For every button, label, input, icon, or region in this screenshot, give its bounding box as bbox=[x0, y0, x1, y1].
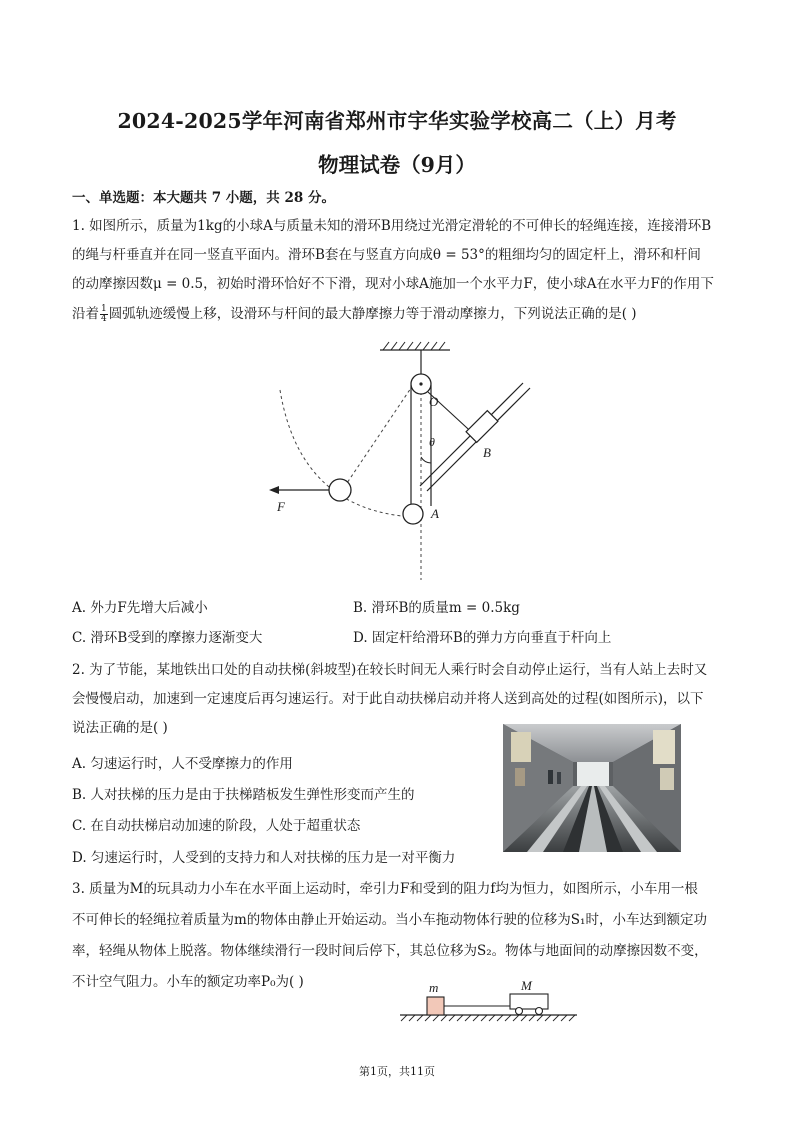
q2-option-c: C. 在自动扶梯启动加速的阶段，人处于超重状态 bbox=[72, 818, 361, 834]
label-B: B bbox=[483, 445, 491, 460]
section-heading: 一、单选题：本大题共 7 小题，共 28 分。 bbox=[72, 190, 335, 206]
label-A: A bbox=[431, 506, 439, 521]
q2-text-line3: 说法正确的是( ) bbox=[72, 720, 168, 736]
q1-line4-suffix: 圆弧轨迹缓慢上移，设滑环与杆间的最大静摩擦力等于滑动摩擦力，下列说法正确的是( ) bbox=[108, 306, 637, 322]
q1-option-b: B. 滑环B的质量m = 0.5kg bbox=[353, 600, 520, 616]
page-footer: 第1页，共11页 bbox=[359, 1065, 435, 1078]
fraction-numerator: 1 bbox=[101, 304, 107, 314]
q1-option-c: C. 滑环B受到的摩擦力逐渐变大 bbox=[72, 630, 263, 646]
q2-option-b: B. 人对扶梯的压力是由于扶梯踏板发生弹性形变而产生的 bbox=[72, 787, 415, 803]
quarter-fraction bbox=[100, 305, 108, 324]
q3-text-line2: 不可伸长的轻绳拉着质量为m的物体由静止开始运动。当小车拖动物体行驶的位移为S₁时，小车达到额定功 bbox=[72, 912, 707, 928]
q2-option-d: D. 匀速运行时，人受到的支持力和人对扶梯的压力是一对平衡力 bbox=[72, 850, 456, 866]
q1-option-d: D. 固定杆给滑环B的弹力方向垂直于杆向上 bbox=[353, 630, 612, 646]
q2-option-a: A. 匀速运行时，人不受摩擦力的作用 bbox=[72, 756, 293, 772]
q3-text-line4: 不计空气阻力。小车的额定功率P₀为( ) bbox=[72, 974, 304, 990]
q1-option-a: A. 外力F先增大后减小 bbox=[72, 600, 208, 616]
label-O: O bbox=[429, 394, 439, 409]
q3-text-line1: 3. 质量为M的玩具动力小车在水平面上运动时，牵引力F和受到的阻力f均为恒力，如图所示，小车用一根 bbox=[72, 881, 698, 897]
exam-title-line2: 物理试卷（9月） bbox=[318, 153, 476, 177]
q3-figure bbox=[395, 975, 580, 1030]
exam-title-line1: 2024-2025学年河南省郑州市宇华实验学校高二（上）月考 bbox=[117, 109, 677, 133]
label-F: F bbox=[277, 499, 285, 514]
q2-text-line1: 2. 为了节能，某地铁出口处的自动扶梯(斜坡型)在较长时间无人乘行时会自动停止运行，当有人站上去时又 bbox=[72, 662, 708, 678]
q1-text-line2: 的绳与杆垂直并在同一竖直平面内。滑环B套在与竖直方向成θ = 53°的粗细均匀的固定杆上，滑环和杆间 bbox=[72, 247, 701, 263]
q1-line4-prefix: 沿着 bbox=[72, 306, 99, 322]
label-M: M bbox=[521, 978, 532, 993]
q1-figure bbox=[255, 335, 545, 585]
q1-text-line1: 1. 如图所示，质量为1kg的小球A与质量未知的滑环B用绕过光滑定滑轮的不可伸长的轻绳连接，连接滑环B bbox=[72, 218, 712, 234]
q1-text-line4 bbox=[72, 304, 637, 324]
label-m: m bbox=[429, 980, 439, 995]
escalator-photo bbox=[503, 724, 681, 852]
fraction-denominator: 4 bbox=[101, 314, 107, 324]
q3-text-line3: 率，轻绳从物体上脱落。物体继续滑行一段时间后停下，其总位移为S₂。物体与地面间的动摩擦因数不变， bbox=[72, 943, 708, 959]
label-theta: θ bbox=[429, 435, 435, 449]
q2-text-line2: 会慢慢启动，加速到一定速度后再匀速运行。对于此自动扶梯启动并将人送到高处的过程(如图所示)，以下 bbox=[72, 691, 704, 707]
q1-text-line3: 的动摩擦因数μ = 0.5，初始时滑环恰好不下滑，现对小球A施加一个水平力F，使小球A在水平力F的作用下 bbox=[72, 276, 714, 292]
